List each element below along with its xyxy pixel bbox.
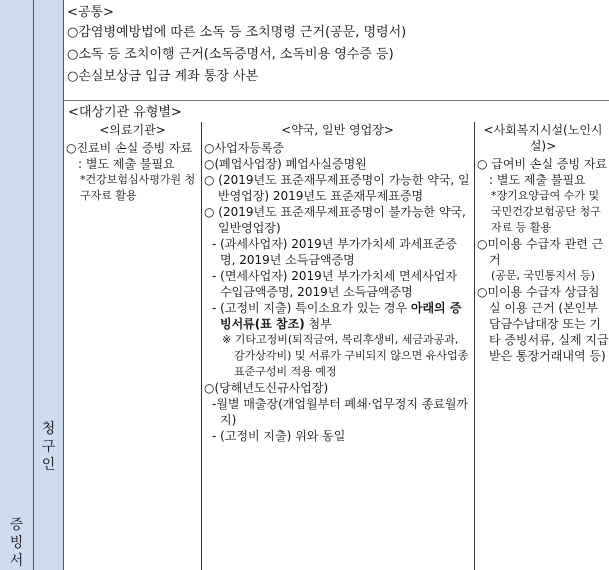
common-section (67, 4, 406, 88)
welfare-note: *장기요양급여 수가 및 국민건강보험공단 청구자료 등 활용 (491, 189, 601, 234)
evidence-label-column (0, 0, 34, 570)
pharmacy-line-text: 첨부 (304, 317, 332, 331)
medical-note: *건강보험심사평가원 청구자료 활용 (80, 173, 196, 202)
common-title: <공통> (67, 5, 114, 20)
welfare-header: <사회복지시설(노인시설)> (483, 123, 603, 153)
common-item: ○손실보상금 입금 계좌 통장 사본 (67, 69, 259, 84)
pharmacy-line-text: - (고정비 지출) 특이소요가 있는 경우 (212, 301, 411, 315)
pharmacy-note: ※ 기타고정비(퇴직금여, 복리후생비, 세금과공과, 감가상각비) 및 서류가 구비되지 않으면 유사업종표준구성비 적용 예정 (222, 333, 469, 378)
pharmacy-line: ○(당해년도신규사업장) (204, 381, 329, 395)
pharmacy-line: - (면세사업자) 2019년 부가가치세 면세사업자 수입금액증명, 2019년 소득금액증명 (212, 269, 457, 299)
section-divider (64, 100, 609, 101)
common-item: ○감염병예방법에 따른 소독 등 조치명령 근거(공문, 명령서) (67, 25, 407, 40)
content-column (64, 0, 609, 570)
evidence-label: 증 빙 서 (9, 517, 24, 569)
pharmacy-line (204, 300, 471, 332)
pharmacy-line: ○사업자등록증 (204, 141, 285, 155)
medical-item: ○진료비 손실 증빙 자료 : 별도 제출 불필요 (66, 141, 193, 171)
welfare-line: ○미이용 수급자 상급침실 이용 근거 (본인부담금수납대장 또는 기타 증빙서류, 실제 지급받은 통장거래내역 등) (477, 285, 609, 363)
welfare-column (474, 122, 609, 570)
claimant-label-column (34, 0, 64, 570)
pharmacy-header: <약국, 일반 영업장> (281, 123, 394, 137)
common-item: ○소독 등 조치이행 근거(소독증명서, 소독비용 영수증 등) (67, 47, 394, 62)
pharmacy-line-bold: 아래의 증빙서류(표 참조) (220, 301, 462, 331)
medical-column (66, 122, 199, 570)
pharmacy-line: - (과세사업자) 2019년 부가가치세 과세표준증명, 2019년 소득금액증명 (212, 237, 457, 267)
types-title: <대상기관 유형별> (68, 105, 182, 120)
welfare-line: ○미이용 수급자 관련 근거 (477, 237, 604, 267)
pharmacy-line: ○(폐업사업장) 폐업사실증명원 (204, 157, 367, 171)
pharmacy-line: ○ (2019년도 표준재무제표증명이 가능한 약국, 일반영업장) 2019년도 표준재무제표증명 (204, 173, 470, 203)
pharmacy-column (201, 122, 471, 570)
claimant-label: 청 구 인 (41, 421, 56, 473)
pharmacy-line: ○ (2019년도 표준재무제표증명이 불가능한 약국, 일반영업장) (204, 205, 466, 235)
pharmacy-line: -월별 매출장(개업월부터 폐쇄·업무정지 종료월까지) (212, 397, 469, 427)
welfare-line: ○ 급여비 손실 증빙 자료 : 별도 제출 불필요 (477, 157, 608, 187)
medical-header: <의료기관> (99, 123, 166, 137)
welfare-line: (공문, 국민통지서 등) (491, 269, 596, 282)
pharmacy-line: - (고정비 지출) 위와 동일 (212, 429, 346, 443)
